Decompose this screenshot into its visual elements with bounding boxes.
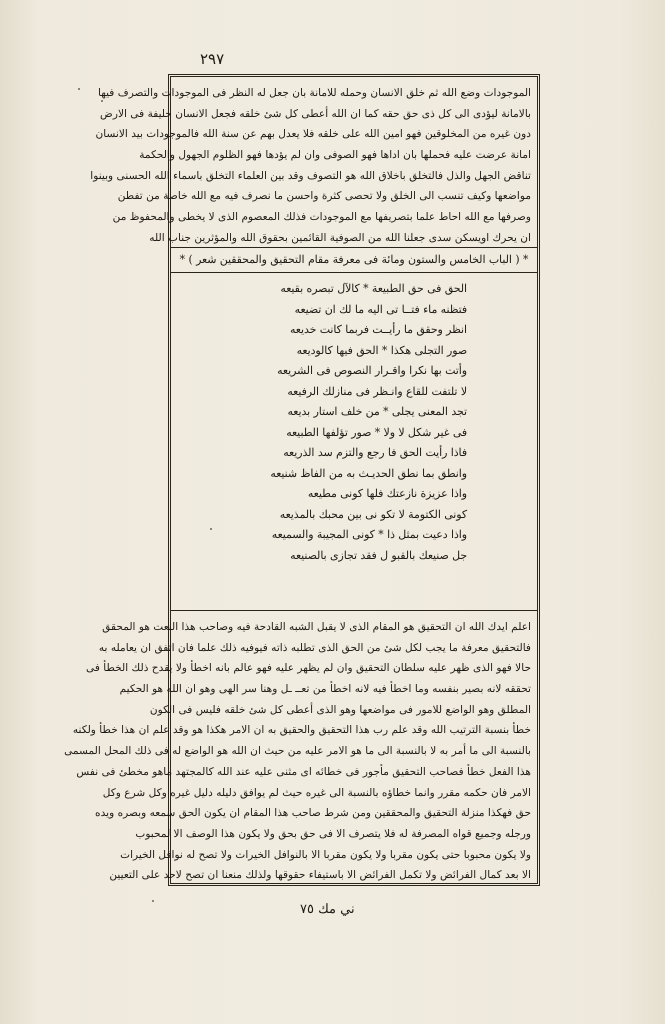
chapter-heading: * ( الباب الخامس والستون ومائة فى معرفة مقام التحقيق والمحققين شعر ) * xyxy=(179,253,529,266)
poem-verse: لا تلتفت للقاع وانـظر فى منازلك الرفيعه xyxy=(287,384,467,398)
text-line: وصرفها مع الله احاط علما بتصريفها مع الموجودات فذلك المعصوم الذى لا يخطى والمحفوظ من xyxy=(112,211,531,224)
text-frame xyxy=(64,74,540,886)
text-line: الموجودات وضع الله ثم خلق الانسان وحمله للامانة بان جعل له النظر فى الموجودات والتصرف فيها xyxy=(97,87,531,99)
poem-verse: تجد المعنى يجلى * من خلف استار بديعه xyxy=(287,405,467,418)
text-line: ورجله وجميع قواه المصرفة له فلا يتصرف الا فى حق بحق ولا يكون هذا الوصف الا لمحبوب xyxy=(135,827,531,840)
text-line: دون غيره من المخلوقين فهو امين الله على خلقه فلا يعدل بهم عن سنة الله فالموجودات بيد الانسان xyxy=(95,128,531,141)
text-line: بالامانة ليؤدى الى كل ذى حق حقه كما ان الله أعطى كل شئ خلقه فجعل الانسان خليفة فى الارض xyxy=(100,107,531,120)
text-line: اعلم ايدك الله ان التحقيق هو المقام الذى لا يقبل الشبه القادحة فيه وصاحب هذا النعت هو المحقق xyxy=(102,621,531,633)
text-line: ان يحرك اويسكن سدى جعلنا الله من الصوفية القائمين بحقوق الله والمؤثرين جناب الله xyxy=(149,231,531,244)
poem xyxy=(241,279,467,566)
text-line: الا بعد كمال الفرائض ولا تكمل الفرائض الا باستيفاء حقوقها ولذلك منعنا ان تصح لاحد على التعيين xyxy=(109,869,531,882)
text-line: هذا الفعل خطأ فصاحب التحقيق مأجور فى خطائه اى مثنى عليه عند الله كالمجتهد ماهو مخطئ فى نفس xyxy=(76,765,531,778)
text-line: تناقض الجهل والذل فالتخلق باخلاق الله هو التصوف وقد بين العلماء التخلق باسماء الله الحسنى وبينوا xyxy=(90,169,531,182)
poem-verse: فتظنه ماء فتــا تى اليه ما لك ان تضيعه xyxy=(294,302,467,316)
text-line: حالا فهو الذى ظهر عليه سلطان التحقيق وان لم يظهر عليه فهو عالم بانه اخطأ ولا يقدح ذلك الخطأ فى xyxy=(86,662,531,675)
poem-verse: واذا دعيت بمثل ذا * كونى المجيبة والسميعه xyxy=(271,528,467,541)
paper-speck xyxy=(210,528,212,530)
poem-verse: فى غير شكل لا ولا * صور تؤلفها الطبيعه xyxy=(286,425,467,439)
poem-verse: جل صنيعك بالقبو ل فقد تجازى بالصنيعه xyxy=(290,548,467,562)
page-footer: ني مك ٧٥ xyxy=(300,902,355,917)
poem-verse: واذا عزيزة نازعتك فلها كونى مطيعه xyxy=(307,487,467,500)
divider-rule xyxy=(171,247,537,248)
poem-verse: فاذا رأيت الحق فا رجع والتزم سد الذريعه xyxy=(283,446,467,459)
text-line: مواضعها وكيف تنسب الى الخلق ولا تحصى كثرة واحسن ما نصرف فيه مع الله خاصة من تفطن xyxy=(117,190,531,203)
text-line: تحققه لانه بصير بنفسه وما اخطأ فيه لانه اخطأ من تعــ ـل وهنا سر الهى وهو ان الله هو الحكيم xyxy=(119,683,531,696)
bottom-paragraph xyxy=(64,617,531,886)
poem-verse: انظر وحقق ما رأيــت فربما كانت خديعه xyxy=(289,323,467,336)
text-line: الامر فان حكمه مقرر وانما خطاؤه بالنسبة الى غيره حيث لم يوافق دليله دليل غيره وكل شرع وكل xyxy=(102,786,531,799)
top-paragraph xyxy=(90,83,531,249)
page-number: ٢٩٧ xyxy=(200,50,225,68)
poem-verse: صور التجلى هكذا * الحق فيها كالودیعه xyxy=(296,343,467,357)
paper-speck xyxy=(101,100,103,102)
paper-speck xyxy=(152,900,154,902)
poem-verse: وأتت بها نكرا واقـرار النصوص فى الشريعه xyxy=(277,364,467,377)
text-line: بالنسبة الى ما أمر به لا بالنسبة الى ما هو الامر عليه من حيث ان الله هو الواضع له فى ذلك المحل المسمى xyxy=(64,745,531,758)
text-line: فالتحقيق معرفة ما يجب لكل شئ من الحق الذى تطلبه ذاته فيوفيه ذلك علما فان اتفق ان يعامله به xyxy=(98,641,531,654)
text-line: خطأ بنسبة الترتيب الله وقد علم رب هذا التحقيق والحقيق به ان الامر هكذا هو وقد علم ان هذا خطأ ولكنه xyxy=(72,724,531,737)
text-line: حق فهكذا منزلة التحقيق والمحققين ومن شرط صاحب هذا المقام ان يكون الحق سمعه وبصره ويده xyxy=(95,807,531,820)
text-line: امانة عرضت عليه فحملها بان اداها فهو الصوفى وان لم يؤدها فهو الظلوم الجهول والحكمة xyxy=(139,149,531,162)
poem-verse: الحق فى حق الطبيعة * كالآل تبصره بقيعه xyxy=(280,282,467,295)
paper-speck xyxy=(78,88,80,90)
poem-verse: كونى الكتومة لا تكو نى بين محبك بالمذيعه xyxy=(279,507,467,521)
divider-rule xyxy=(171,610,537,611)
poem-verse: وانطق بما نطق الحديـث به من الفاظ شنيعه xyxy=(270,466,467,480)
divider-rule xyxy=(171,272,537,273)
text-line: المطلق وهو الواضع للامور فى مواضعها وهو الذى أعطى كل شئ خلقه فليس فى الكون xyxy=(149,703,531,716)
text-line: ولا يكون محبوبا حتى يكون مقربا ولا يكون مقربا الا بالنوافل الخيرات ولا تصح له نوافل الخيرات xyxy=(120,848,531,861)
